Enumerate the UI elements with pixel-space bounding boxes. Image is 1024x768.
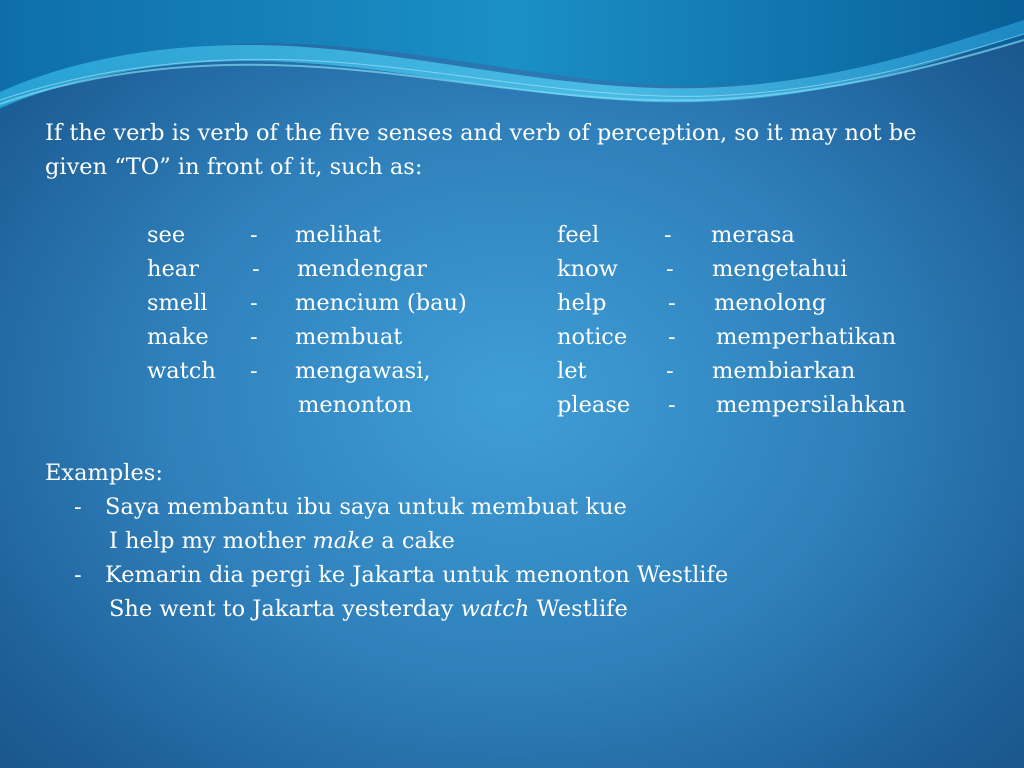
- intro-line-1: If the verb is verb of the five senses and verb of perception, so it may not be: [45, 120, 917, 146]
- dash: -: [250, 324, 258, 350]
- intro-line-2: given “TO” in front of it, such as:: [45, 154, 423, 180]
- example-bullet: -: [74, 494, 82, 520]
- verb-id: melihat: [295, 222, 381, 248]
- dash: -: [668, 392, 676, 418]
- verb-en: know: [557, 256, 618, 282]
- verbs-left-english: [147, 218, 216, 388]
- verb-en: watch: [147, 358, 216, 384]
- verb-id: mencium (bau): [295, 290, 467, 316]
- dash: -: [250, 290, 258, 316]
- verb-en: help: [557, 290, 607, 316]
- example-source-sentence: Kemarin dia pergi ke Jakarta untuk menonton Westlife: [105, 562, 729, 588]
- verb-en: hear: [147, 256, 199, 282]
- wave-header-decoration: [0, 0, 1024, 130]
- verbs-right-english: [557, 218, 630, 422]
- example-source-sentence: Saya membantu ibu saya untuk membuat kue: [105, 494, 627, 520]
- dash: -: [666, 256, 674, 282]
- dash: -: [666, 358, 674, 384]
- translation-text: I help my mother: [109, 528, 313, 554]
- verb-en: please: [557, 392, 631, 418]
- translation-text: a cake: [374, 528, 455, 554]
- example-translation: [109, 524, 455, 558]
- verb-id: mendengar: [297, 256, 427, 282]
- verb-id: mengawasi,: [295, 358, 431, 384]
- verb-en: let: [557, 358, 587, 384]
- example-translation: [109, 592, 628, 626]
- verb-en: smell: [147, 290, 208, 316]
- dash: -: [664, 222, 672, 248]
- translation-italic-verb: make: [312, 528, 375, 554]
- verb-en: notice: [557, 324, 628, 350]
- examples-heading: Examples:: [45, 460, 163, 486]
- verb-id: membiarkan: [712, 358, 856, 384]
- verb-en: feel: [557, 222, 600, 248]
- translation-text: She went to Jakarta yesterday: [109, 596, 461, 622]
- dash: -: [250, 222, 258, 248]
- verb-en: see: [147, 222, 186, 248]
- dash: -: [252, 256, 260, 282]
- verb-id: mempersilahkan: [716, 392, 906, 418]
- intro-text: [45, 116, 995, 184]
- dash: -: [668, 324, 676, 350]
- verb-id: menolong: [714, 290, 827, 316]
- translation-text: Westlife: [529, 596, 628, 622]
- verb-id: membuat: [295, 324, 403, 350]
- example-bullet: -: [74, 562, 82, 588]
- verb-id-continued: menonton: [298, 392, 413, 418]
- dash: -: [250, 358, 258, 384]
- verb-id: memperhatikan: [716, 324, 897, 350]
- dash: -: [668, 290, 676, 316]
- verb-id: mengetahui: [712, 256, 848, 282]
- verb-id: merasa: [711, 222, 795, 248]
- translation-italic-verb: watch: [460, 596, 530, 622]
- verb-en: make: [147, 324, 209, 350]
